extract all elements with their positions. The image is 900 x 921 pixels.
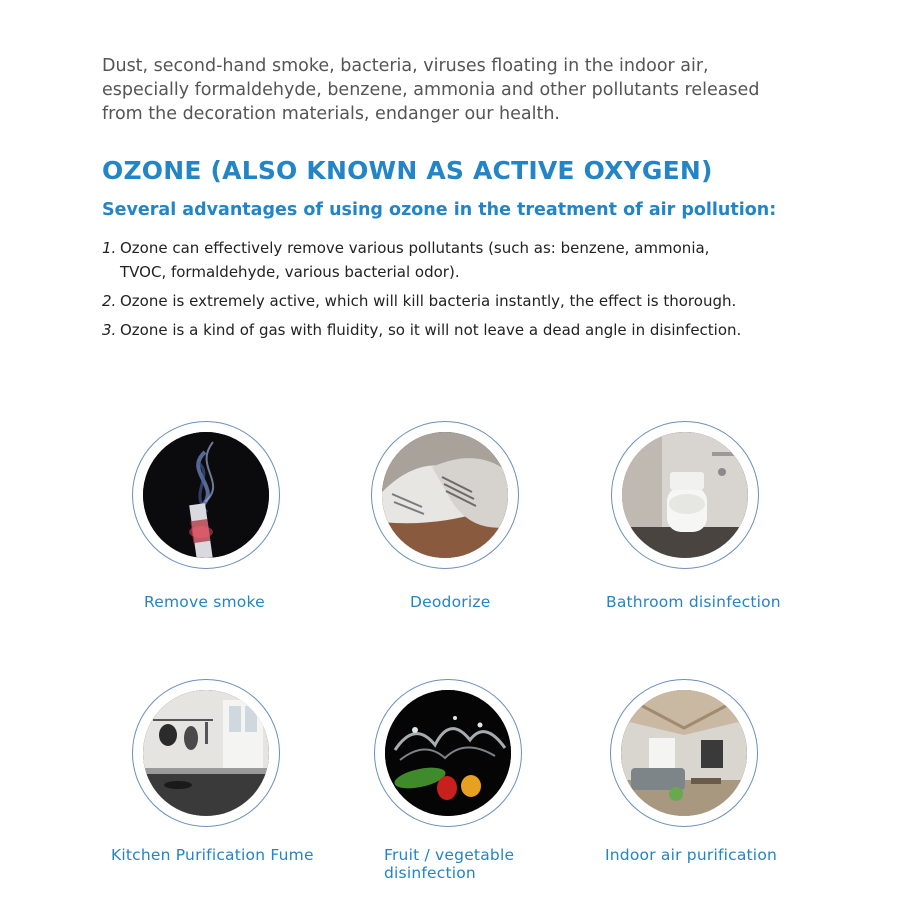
deodorize-image bbox=[371, 421, 519, 569]
living-room-photo bbox=[621, 690, 747, 816]
indoor-air-image bbox=[610, 679, 758, 827]
intro-paragraph: Dust, second-hand smoke, bacteria, viruses floating in the indoor air, especially formaldehyde, benzene, ammonia and other pollutants released from the decoration materials, endanger our health. bbox=[102, 56, 760, 124]
section-heading: OZONE (ALSO KNOWN AS ACTIVE OXYGEN) bbox=[102, 156, 713, 185]
caption-bathroom-disinfection: Bathroom disinfection bbox=[606, 593, 781, 611]
kitchen-photo bbox=[143, 690, 269, 816]
section-subheading: Several advantages of using ozone in the treatment of air pollution: bbox=[102, 200, 777, 220]
fruit-vegetable-image bbox=[374, 679, 522, 827]
cigarette-smoke-photo bbox=[143, 432, 269, 558]
advantage-number: 1. bbox=[102, 239, 117, 257]
advantage-item bbox=[102, 236, 742, 284]
remove-smoke-image bbox=[132, 421, 280, 569]
advantages-list bbox=[102, 236, 742, 347]
sneakers-photo bbox=[382, 432, 508, 558]
caption-fruit-vegetable: Fruit / vegetable disinfection bbox=[384, 846, 515, 882]
advantage-number: 2. bbox=[102, 292, 117, 310]
caption-kitchen-purification: Kitchen Purification Fume bbox=[111, 846, 314, 864]
advantage-text: Ozone can effectively remove various pollutants (such as: benzene, ammonia, TVOC, formaldehyde, various bacterial odor). bbox=[120, 239, 710, 281]
bathroom-image bbox=[611, 421, 759, 569]
toilet-bathroom-photo bbox=[622, 432, 748, 558]
advantage-item bbox=[102, 289, 742, 313]
caption-deodorize: Deodorize bbox=[410, 593, 491, 611]
advantage-item bbox=[102, 318, 742, 342]
advantage-text: Ozone is a kind of gas with fluidity, so it will not leave a dead angle in disinfection. bbox=[120, 321, 742, 339]
advantage-text: Ozone is extremely active, which will kill bacteria instantly, the effect is thorough. bbox=[120, 292, 737, 310]
caption-indoor-air: Indoor air purification bbox=[605, 846, 778, 864]
kitchen-image bbox=[132, 679, 280, 827]
caption-remove-smoke: Remove smoke bbox=[144, 593, 265, 611]
vegetables-water-splash-photo bbox=[385, 690, 511, 816]
advantage-number: 3. bbox=[102, 321, 117, 339]
